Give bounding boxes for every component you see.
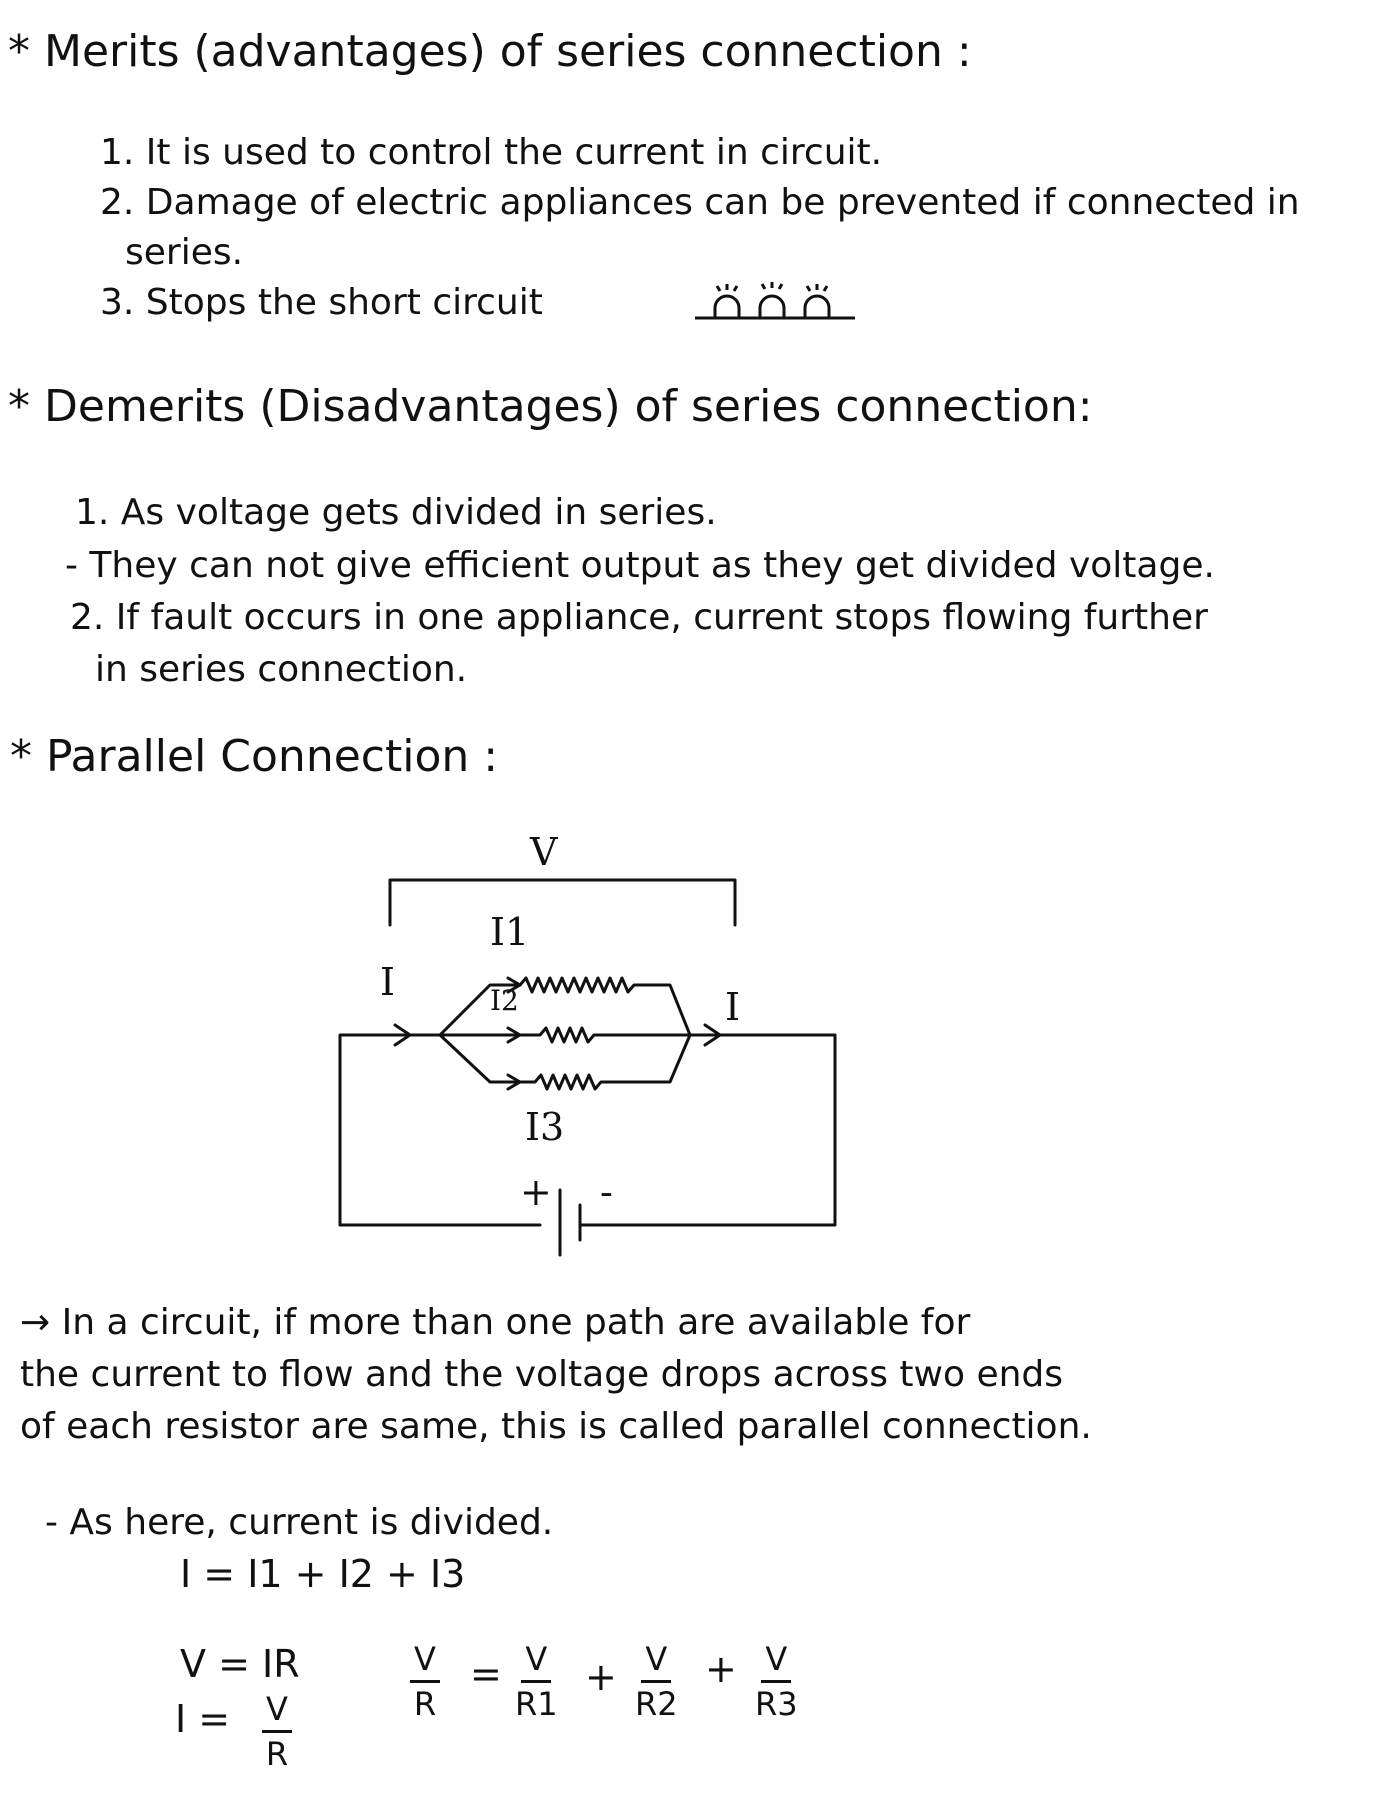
eq-sum-term-3	[755, 1640, 798, 1723]
current-divided-note: - As here, current is divided.	[45, 1502, 554, 1543]
outer-wire	[340, 1035, 835, 1225]
eq-sum-term-2	[635, 1640, 678, 1723]
branch-2-label: I2	[490, 984, 519, 1017]
equation-current-sum: I = I1 + I2 + I3	[180, 1552, 466, 1596]
merits-heading: * Merits (advantages) of series connection :	[8, 26, 972, 77]
branch-3-label: I3	[525, 1105, 565, 1149]
eq-sum-lhs-den: R	[413, 1685, 437, 1723]
eq-sum-lhs	[410, 1640, 440, 1723]
eq-sum-term-3-num: V	[761, 1640, 791, 1683]
battery-minus-label: -	[600, 1170, 613, 1214]
equation-current-fraction	[262, 1690, 292, 1773]
demerits-item-1: 1. As voltage gets divided in series.	[75, 492, 717, 533]
eq-sum-plus-1: +	[585, 1655, 617, 1699]
merits-item-3: 3. Stops the short circuit	[100, 282, 543, 323]
current-in-label: I	[380, 960, 396, 1004]
voltage-bracket	[390, 880, 735, 925]
demerits-heading: * Demerits (Disadvantages) of series connection:	[8, 381, 1093, 432]
eq-sum-term-1	[515, 1640, 558, 1723]
resistor-2	[520, 1028, 645, 1042]
eq-sum-equals: =	[470, 1652, 502, 1696]
definition-line-3: of each resistor are same, this is called parallel connection.	[20, 1406, 1092, 1447]
demerits-item-2: 2. If fault occurs in one appliance, current stops flowing further	[70, 597, 1208, 638]
eq-sum-term-1-num: V	[521, 1640, 551, 1683]
merits-item-2: 2. Damage of electric appliances can be prevented if connected in	[100, 182, 1300, 223]
voltage-label: V	[530, 830, 558, 874]
definition-line-1: → In a circuit, if more than one path are available for	[20, 1302, 971, 1343]
definition-line-2: the current to flow and the voltage drops across two ends	[20, 1354, 1064, 1395]
eq-sum-term-2-num: V	[641, 1640, 671, 1683]
equation-current-lhs: I =	[175, 1697, 231, 1741]
demerits-item-2-cont: in series connection.	[95, 649, 468, 690]
merits-item-2-cont: series.	[125, 232, 244, 273]
demerits-item-1-note: - They can not give efficient output as they get divided voltage.	[65, 545, 1215, 586]
equation-ohm: V = IR	[180, 1642, 300, 1686]
battery-plus-label: +	[520, 1170, 552, 1214]
branch-right-junction	[645, 985, 690, 1082]
eq-sum-plus-2: +	[705, 1647, 737, 1691]
eq-sum-term-3-den: R3	[755, 1685, 798, 1723]
resistor-1	[520, 978, 645, 992]
eq-sum-term-2-den: R2	[635, 1685, 678, 1723]
parallel-heading: * Parallel Connection :	[10, 731, 499, 782]
eq-sum-term-1-den: R1	[515, 1685, 558, 1723]
resistor-3	[520, 1075, 645, 1089]
fraction-numerator: V	[262, 1690, 292, 1733]
branch-1-label: I1	[490, 910, 530, 954]
eq-sum-lhs-num: V	[410, 1640, 440, 1683]
fraction-denominator: R	[265, 1735, 289, 1773]
merits-item-1: 1. It is used to control the current in circuit.	[100, 132, 883, 173]
current-out-label: I	[725, 985, 741, 1029]
